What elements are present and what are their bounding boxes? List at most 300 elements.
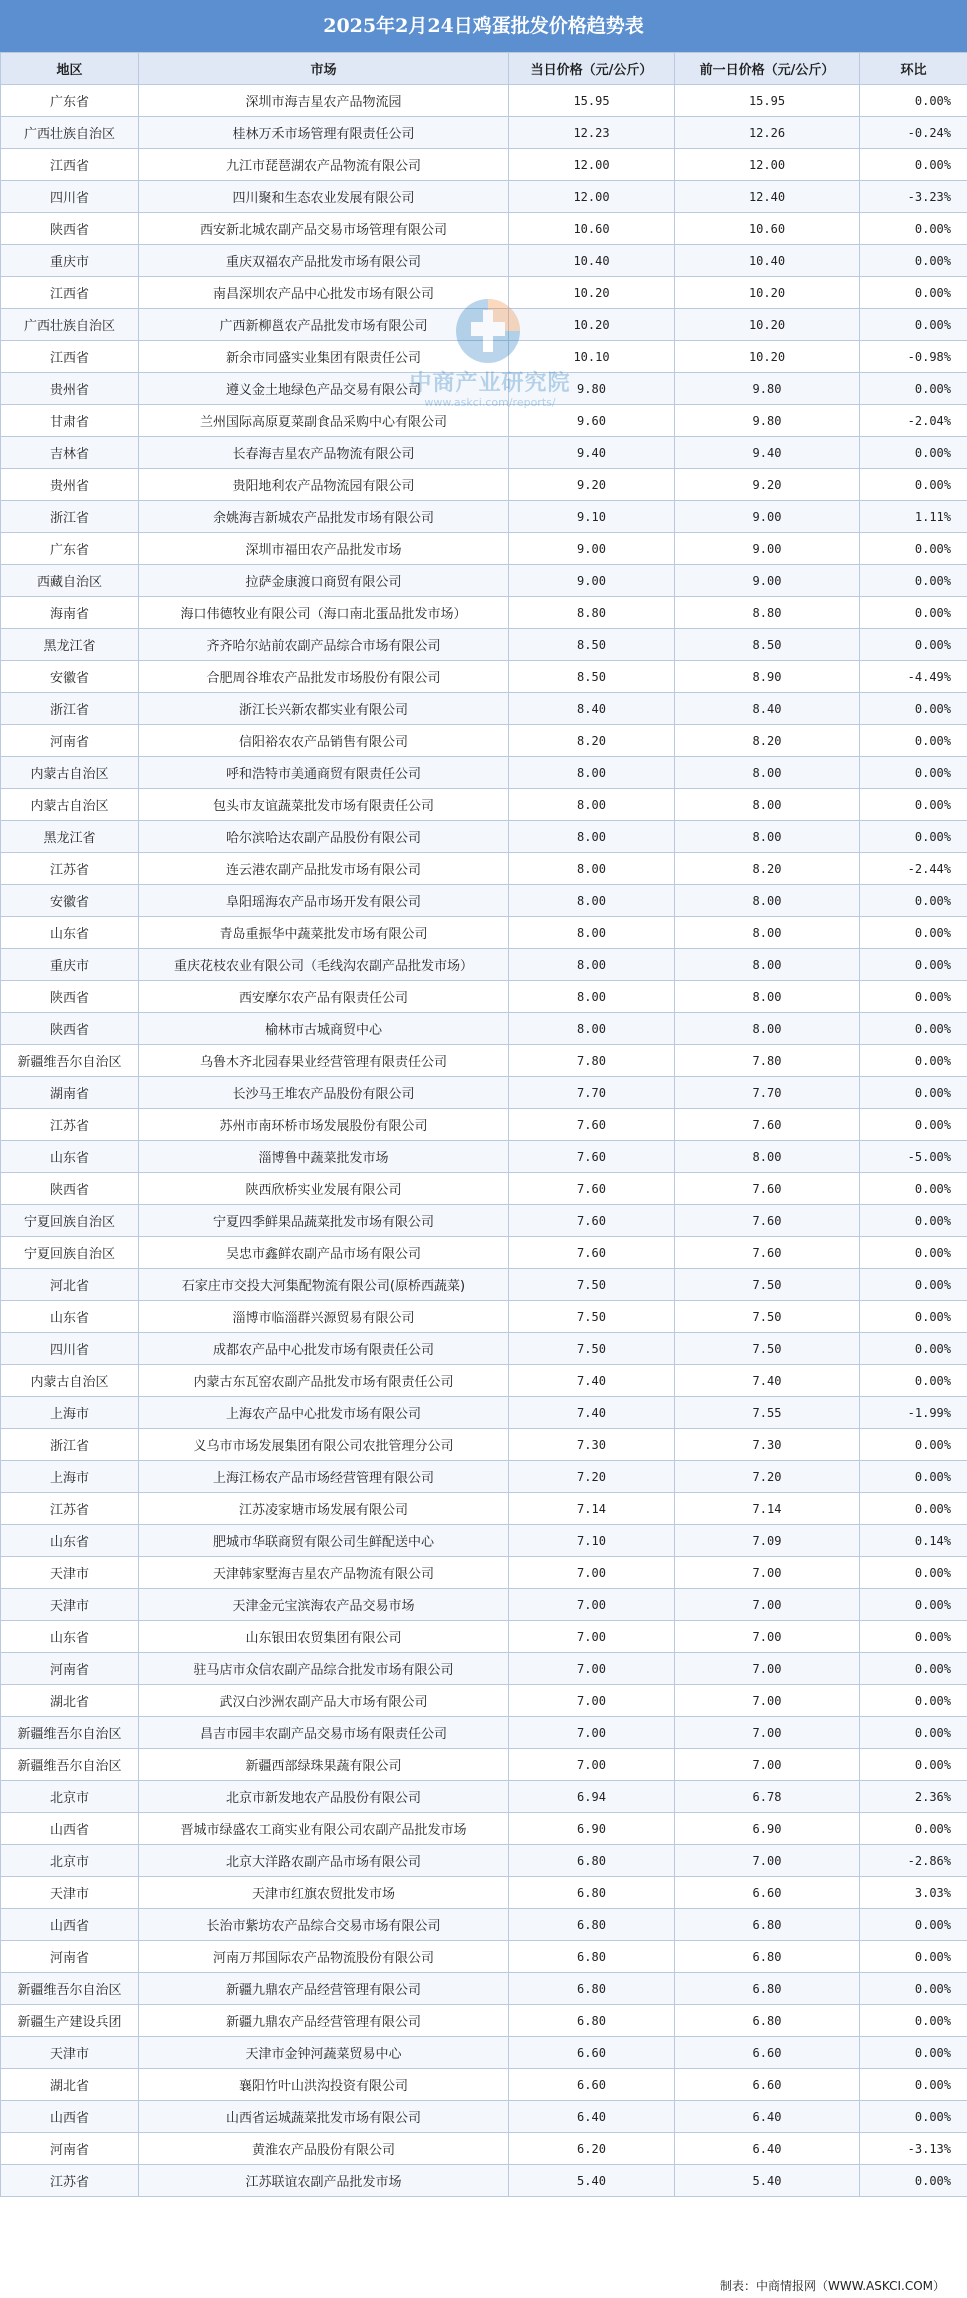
cell-change: 0.00% <box>860 1461 967 1493</box>
table-row <box>1 949 967 981</box>
table-row <box>1 469 967 501</box>
cell-region: 湖北省 <box>1 2069 139 2101</box>
table-row <box>1 1077 967 1109</box>
cell-change: 0.00% <box>860 1045 967 1077</box>
cell-today-price: 15.95 <box>509 85 675 117</box>
cell-today-price: 7.00 <box>509 1685 675 1717</box>
cell-previous-price: 8.00 <box>675 789 860 821</box>
table-row <box>1 2165 967 2197</box>
cell-region: 湖南省 <box>1 1077 139 1109</box>
cell-today-price: 6.20 <box>509 2133 675 2165</box>
cell-today-price: 9.60 <box>509 405 675 437</box>
cell-change: 0.14% <box>860 1525 967 1557</box>
cell-change: -5.00% <box>860 1141 967 1173</box>
cell-market: 晋城市绿盛农工商实业有限公司农副产品批发市场 <box>139 1813 509 1845</box>
cell-today-price: 7.60 <box>509 1173 675 1205</box>
cell-market: 江苏凌家塘市场发展有限公司 <box>139 1493 509 1525</box>
cell-previous-price: 7.80 <box>675 1045 860 1077</box>
cell-region: 广西壮族自治区 <box>1 117 139 149</box>
cell-today-price: 8.50 <box>509 661 675 693</box>
cell-today-price: 8.00 <box>509 885 675 917</box>
cell-change: 0.00% <box>860 469 967 501</box>
cell-region: 贵州省 <box>1 469 139 501</box>
cell-previous-price: 8.90 <box>675 661 860 693</box>
cell-change: 0.00% <box>860 821 967 853</box>
cell-previous-price: 7.30 <box>675 1429 860 1461</box>
table-row <box>1 1941 967 1973</box>
cell-market: 石家庄市交投大河集配物流有限公司(原桥西蔬菜) <box>139 1269 509 1301</box>
cell-change: 0.00% <box>860 917 967 949</box>
cell-market: 武汉白沙洲农副产品大市场有限公司 <box>139 1685 509 1717</box>
table-row <box>1 1045 967 1077</box>
cell-change: 0.00% <box>860 597 967 629</box>
table-row <box>1 597 967 629</box>
cell-change: 0.00% <box>860 981 967 1013</box>
table-row <box>1 373 967 405</box>
cell-market: 天津市红旗农贸批发市场 <box>139 1877 509 1909</box>
table-row <box>1 341 967 373</box>
cell-change: 0.00% <box>860 2005 967 2037</box>
cell-previous-price: 7.00 <box>675 1717 860 1749</box>
cell-change: -2.04% <box>860 405 967 437</box>
table-row <box>1 1365 967 1397</box>
table-row <box>1 2037 967 2069</box>
table-row <box>1 693 967 725</box>
cell-region: 天津市 <box>1 1589 139 1621</box>
cell-market: 新疆九鼎农产品经营管理有限公司 <box>139 2005 509 2037</box>
cell-region: 山东省 <box>1 917 139 949</box>
cell-change: 0.00% <box>860 1269 967 1301</box>
cell-previous-price: 8.00 <box>675 757 860 789</box>
cell-previous-price: 7.00 <box>675 1845 860 1877</box>
cell-change: 0.00% <box>860 533 967 565</box>
cell-region: 吉林省 <box>1 437 139 469</box>
table-row <box>1 1109 967 1141</box>
cell-region: 河北省 <box>1 1269 139 1301</box>
table-row <box>1 1781 967 1813</box>
table-row <box>1 533 967 565</box>
cell-today-price: 7.60 <box>509 1141 675 1173</box>
cell-today-price: 7.30 <box>509 1429 675 1461</box>
cell-previous-price: 7.55 <box>675 1397 860 1429</box>
cell-region: 山东省 <box>1 1621 139 1653</box>
cell-previous-price: 7.00 <box>675 1557 860 1589</box>
cell-change: -3.13% <box>860 2133 967 2165</box>
cell-market: 新疆九鼎农产品经营管理有限公司 <box>139 1973 509 2005</box>
cell-today-price: 6.90 <box>509 1813 675 1845</box>
cell-previous-price: 12.00 <box>675 149 860 181</box>
cell-market: 襄阳竹叶山洪沟投资有限公司 <box>139 2069 509 2101</box>
cell-previous-price: 6.40 <box>675 2101 860 2133</box>
cell-today-price: 10.40 <box>509 245 675 277</box>
cell-today-price: 10.60 <box>509 213 675 245</box>
cell-change: 1.11% <box>860 501 967 533</box>
cell-market: 苏州市南环桥市场发展股份有限公司 <box>139 1109 509 1141</box>
cell-change: 2.36% <box>860 1781 967 1813</box>
table-row <box>1 1429 967 1461</box>
cell-today-price: 12.00 <box>509 149 675 181</box>
cell-previous-price: 7.60 <box>675 1173 860 1205</box>
cell-today-price: 8.00 <box>509 1013 675 1045</box>
cell-market: 内蒙古东瓦窑农副产品批发市场有限责任公司 <box>139 1365 509 1397</box>
cell-change: -0.98% <box>860 341 967 373</box>
cell-region: 江西省 <box>1 149 139 181</box>
cell-market: 深圳市福田农产品批发市场 <box>139 533 509 565</box>
cell-region: 贵州省 <box>1 373 139 405</box>
cell-region: 安徽省 <box>1 885 139 917</box>
cell-today-price: 7.00 <box>509 1621 675 1653</box>
table-row <box>1 1397 967 1429</box>
cell-market: 成都农产品中心批发市场有限责任公司 <box>139 1333 509 1365</box>
cell-region: 天津市 <box>1 1877 139 1909</box>
cell-previous-price: 8.00 <box>675 885 860 917</box>
cell-change: 0.00% <box>860 1301 967 1333</box>
cell-market: 九江市琵琶湖农产品物流有限公司 <box>139 149 509 181</box>
cell-market: 淄博市临淄群兴源贸易有限公司 <box>139 1301 509 1333</box>
cell-market: 广西新柳邕农产品批发市场有限公司 <box>139 309 509 341</box>
cell-today-price: 10.10 <box>509 341 675 373</box>
cell-market: 青岛重振华中蔬菜批发市场有限公司 <box>139 917 509 949</box>
cell-change: 0.00% <box>860 1909 967 1941</box>
cell-region: 山西省 <box>1 1909 139 1941</box>
cell-market: 吴忠市鑫鲜农副产品市场有限公司 <box>139 1237 509 1269</box>
cell-previous-price: 12.26 <box>675 117 860 149</box>
table-row <box>1 437 967 469</box>
cell-market: 齐齐哈尔站前农副产品综合市场有限公司 <box>139 629 509 661</box>
cell-today-price: 9.00 <box>509 565 675 597</box>
table-row <box>1 245 967 277</box>
table-title: 2025年2月24日鸡蛋批发价格趋势表 <box>0 0 967 52</box>
cell-market: 上海江杨农产品市场经营管理有限公司 <box>139 1461 509 1493</box>
cell-today-price: 7.20 <box>509 1461 675 1493</box>
table-row <box>1 1205 967 1237</box>
cell-today-price: 9.10 <box>509 501 675 533</box>
cell-market: 义乌市市场发展集团有限公司农批管理分公司 <box>139 1429 509 1461</box>
cell-change: 0.00% <box>860 1653 967 1685</box>
cell-today-price: 7.50 <box>509 1333 675 1365</box>
cell-change: 0.00% <box>860 1333 967 1365</box>
table-row <box>1 1685 967 1717</box>
cell-region: 新疆维吾尔自治区 <box>1 1717 139 1749</box>
cell-change: 0.00% <box>860 565 967 597</box>
cell-region: 广东省 <box>1 533 139 565</box>
cell-previous-price: 8.00 <box>675 917 860 949</box>
cell-change: 0.00% <box>860 1173 967 1205</box>
cell-today-price: 8.00 <box>509 917 675 949</box>
cell-region: 重庆市 <box>1 949 139 981</box>
cell-change: 0.00% <box>860 437 967 469</box>
cell-today-price: 7.40 <box>509 1365 675 1397</box>
cell-previous-price: 7.20 <box>675 1461 860 1493</box>
cell-market: 浙江长兴新农都实业有限公司 <box>139 693 509 725</box>
cell-change: 0.00% <box>860 2101 967 2133</box>
cell-today-price: 6.80 <box>509 1973 675 2005</box>
table-row <box>1 853 967 885</box>
cell-region: 宁夏回族自治区 <box>1 1205 139 1237</box>
cell-today-price: 12.00 <box>509 181 675 213</box>
cell-previous-price: 10.20 <box>675 341 860 373</box>
cell-previous-price: 10.40 <box>675 245 860 277</box>
cell-today-price: 7.00 <box>509 1717 675 1749</box>
cell-market: 新余市同盛实业集团有限责任公司 <box>139 341 509 373</box>
cell-change: 0.00% <box>860 789 967 821</box>
table-row <box>1 149 967 181</box>
cell-region: 湖北省 <box>1 1685 139 1717</box>
cell-previous-price: 7.00 <box>675 1621 860 1653</box>
cell-change: 0.00% <box>860 693 967 725</box>
cell-change: 0.00% <box>860 1621 967 1653</box>
table-row <box>1 725 967 757</box>
table-row <box>1 917 967 949</box>
table-row <box>1 277 967 309</box>
cell-change: 0.00% <box>860 1973 967 2005</box>
cell-change: 0.00% <box>860 373 967 405</box>
cell-market: 遵义金土地绿色产品交易有限公司 <box>139 373 509 405</box>
cell-region: 新疆维吾尔自治区 <box>1 1749 139 1781</box>
cell-region: 四川省 <box>1 181 139 213</box>
table-row <box>1 1493 967 1525</box>
watermark-name: 中商产业研究院 <box>409 371 571 396</box>
cell-previous-price: 6.90 <box>675 1813 860 1845</box>
table-row <box>1 1813 967 1845</box>
table-row <box>1 309 967 341</box>
table-row <box>1 885 967 917</box>
column-header-region: 地区 <box>1 53 139 85</box>
cell-market: 肥城市华联商贸有限公司生鲜配送中心 <box>139 1525 509 1557</box>
cell-region: 内蒙古自治区 <box>1 1365 139 1397</box>
table-row <box>1 2101 967 2133</box>
cell-change: 0.00% <box>860 1749 967 1781</box>
cell-previous-price: 7.14 <box>675 1493 860 1525</box>
cell-previous-price: 8.20 <box>675 725 860 757</box>
cell-previous-price: 9.80 <box>675 405 860 437</box>
cell-change: 0.00% <box>860 757 967 789</box>
cell-change: 0.00% <box>860 1365 967 1397</box>
cell-today-price: 9.40 <box>509 437 675 469</box>
cell-change: 0.00% <box>860 1237 967 1269</box>
cell-region: 海南省 <box>1 597 139 629</box>
cell-today-price: 8.00 <box>509 789 675 821</box>
cell-region: 新疆维吾尔自治区 <box>1 1045 139 1077</box>
footer-source: 制表：中商情报网（WWW.ASKCI.COM） <box>720 2279 945 2293</box>
cell-change: 0.00% <box>860 949 967 981</box>
table-row <box>1 1653 967 1685</box>
cell-previous-price: 15.95 <box>675 85 860 117</box>
cell-market: 拉萨金康渡口商贸有限公司 <box>139 565 509 597</box>
cell-market: 乌鲁木齐北园春果业经营管理有限责任公司 <box>139 1045 509 1077</box>
cell-change: 0.00% <box>860 1557 967 1589</box>
cell-change: -3.23% <box>860 181 967 213</box>
cell-market: 海口伟德牧业有限公司（海口南北蛋品批发市场） <box>139 597 509 629</box>
table-row <box>1 1141 967 1173</box>
cell-change: 0.00% <box>860 1429 967 1461</box>
cell-previous-price: 9.00 <box>675 501 860 533</box>
table-row <box>1 1749 967 1781</box>
cell-region: 黑龙江省 <box>1 629 139 661</box>
cell-region: 甘肃省 <box>1 405 139 437</box>
cell-change: 0.00% <box>860 85 967 117</box>
cell-market: 桂林万禾市场管理有限责任公司 <box>139 117 509 149</box>
cell-market: 信阳裕农农产品销售有限公司 <box>139 725 509 757</box>
cell-previous-price: 9.80 <box>675 373 860 405</box>
cell-previous-price: 7.60 <box>675 1237 860 1269</box>
cell-previous-price: 8.40 <box>675 693 860 725</box>
cell-region: 河南省 <box>1 725 139 757</box>
cell-change: 0.00% <box>860 629 967 661</box>
cell-today-price: 6.80 <box>509 1941 675 1973</box>
cell-region: 安徽省 <box>1 661 139 693</box>
cell-today-price: 8.00 <box>509 981 675 1013</box>
cell-previous-price: 6.80 <box>675 2005 860 2037</box>
cell-previous-price: 7.40 <box>675 1365 860 1397</box>
cell-today-price: 6.60 <box>509 2069 675 2101</box>
cell-market: 淄博鲁中蔬菜批发市场 <box>139 1141 509 1173</box>
cell-market: 驻马店市众信农副产品综合批发市场有限公司 <box>139 1653 509 1685</box>
cell-region: 西藏自治区 <box>1 565 139 597</box>
cell-previous-price: 7.00 <box>675 1653 860 1685</box>
cell-today-price: 6.80 <box>509 1845 675 1877</box>
cell-previous-price: 7.70 <box>675 1077 860 1109</box>
cell-market: 余姚海吉新城农产品批发市场有限公司 <box>139 501 509 533</box>
cell-change: 0.00% <box>860 1077 967 1109</box>
table-row <box>1 1173 967 1205</box>
table-row <box>1 2005 967 2037</box>
cell-region: 四川省 <box>1 1333 139 1365</box>
cell-change: 0.00% <box>860 885 967 917</box>
cell-today-price: 9.80 <box>509 373 675 405</box>
table-header-row <box>1 53 967 85</box>
cell-today-price: 6.80 <box>509 1909 675 1941</box>
cell-previous-price: 7.50 <box>675 1269 860 1301</box>
cell-change: 0.00% <box>860 245 967 277</box>
cell-region: 山东省 <box>1 1525 139 1557</box>
cell-change: -0.24% <box>860 117 967 149</box>
cell-region: 江苏省 <box>1 1493 139 1525</box>
cell-today-price: 5.40 <box>509 2165 675 2197</box>
cell-change: 0.00% <box>860 1813 967 1845</box>
cell-today-price: 9.00 <box>509 533 675 565</box>
cell-region: 山东省 <box>1 1301 139 1333</box>
table-row <box>1 1717 967 1749</box>
cell-today-price: 7.50 <box>509 1301 675 1333</box>
cell-previous-price: 9.40 <box>675 437 860 469</box>
table-row <box>1 2133 967 2165</box>
cell-previous-price: 5.40 <box>675 2165 860 2197</box>
cell-today-price: 7.60 <box>509 1109 675 1141</box>
cell-region: 新疆维吾尔自治区 <box>1 1973 139 2005</box>
cell-market: 阜阳瑶海农产品市场开发有限公司 <box>139 885 509 917</box>
cell-today-price: 7.14 <box>509 1493 675 1525</box>
cell-previous-price: 7.50 <box>675 1333 860 1365</box>
cell-region: 广东省 <box>1 85 139 117</box>
cell-change: 0.00% <box>860 277 967 309</box>
cell-previous-price: 10.20 <box>675 309 860 341</box>
table-row <box>1 981 967 1013</box>
cell-market: 天津韩家墅海吉星农产品物流有限公司 <box>139 1557 509 1589</box>
cell-today-price: 7.00 <box>509 1589 675 1621</box>
cell-change: -1.99% <box>860 1397 967 1429</box>
cell-market: 西安摩尔农产品有限责任公司 <box>139 981 509 1013</box>
table-row <box>1 565 967 597</box>
cell-region: 上海市 <box>1 1397 139 1429</box>
cell-region: 浙江省 <box>1 1429 139 1461</box>
cell-previous-price: 10.60 <box>675 213 860 245</box>
cell-change: 0.00% <box>860 309 967 341</box>
cell-region: 陕西省 <box>1 213 139 245</box>
cell-region: 重庆市 <box>1 245 139 277</box>
cell-market: 包头市友谊蔬菜批发市场有限责任公司 <box>139 789 509 821</box>
cell-change: 0.00% <box>860 1493 967 1525</box>
cell-change: 0.00% <box>860 1013 967 1045</box>
cell-market: 贵阳地利农产品物流园有限公司 <box>139 469 509 501</box>
cell-previous-price: 6.60 <box>675 2037 860 2069</box>
cell-today-price: 7.00 <box>509 1557 675 1589</box>
table-row <box>1 1237 967 1269</box>
cell-market: 河南万邦国际农产品物流股份有限公司 <box>139 1941 509 1973</box>
cell-previous-price: 6.80 <box>675 1909 860 1941</box>
cell-change: 0.00% <box>860 1205 967 1237</box>
cell-previous-price: 10.20 <box>675 277 860 309</box>
cell-market: 北京市新发地农产品股份有限公司 <box>139 1781 509 1813</box>
cell-market: 天津金元宝滨海农产品交易市场 <box>139 1589 509 1621</box>
cell-today-price: 8.80 <box>509 597 675 629</box>
cell-market: 长春海吉星农产品物流有限公司 <box>139 437 509 469</box>
cell-previous-price: 7.60 <box>675 1205 860 1237</box>
cell-change: 0.00% <box>860 1685 967 1717</box>
table-row <box>1 1013 967 1045</box>
table-row <box>1 117 967 149</box>
cell-today-price: 7.80 <box>509 1045 675 1077</box>
cell-previous-price: 6.60 <box>675 1877 860 1909</box>
table-row <box>1 1621 967 1653</box>
table-row <box>1 1301 967 1333</box>
cell-previous-price: 7.09 <box>675 1525 860 1557</box>
cell-region: 江苏省 <box>1 2165 139 2197</box>
cell-today-price: 10.20 <box>509 277 675 309</box>
cell-market: 兰州国际高原夏菜副食品采购中心有限公司 <box>139 405 509 437</box>
cell-today-price: 6.80 <box>509 1877 675 1909</box>
table-row <box>1 181 967 213</box>
cell-today-price: 8.40 <box>509 693 675 725</box>
table-row <box>1 1589 967 1621</box>
cell-market: 江苏联谊农副产品批发市场 <box>139 2165 509 2197</box>
cell-change: 0.00% <box>860 2037 967 2069</box>
cell-region: 宁夏回族自治区 <box>1 1237 139 1269</box>
cell-previous-price: 9.00 <box>675 533 860 565</box>
table-row <box>1 629 967 661</box>
cell-today-price: 9.20 <box>509 469 675 501</box>
cell-region: 河南省 <box>1 1941 139 1973</box>
cell-market: 山西省运城蔬菜批发市场有限公司 <box>139 2101 509 2133</box>
cell-region: 内蒙古自治区 <box>1 757 139 789</box>
cell-change: -2.86% <box>860 1845 967 1877</box>
cell-change: -2.44% <box>860 853 967 885</box>
table-row <box>1 821 967 853</box>
cell-market: 黄淮农产品股份有限公司 <box>139 2133 509 2165</box>
cell-region: 天津市 <box>1 2037 139 2069</box>
cell-previous-price: 9.20 <box>675 469 860 501</box>
cell-change: 0.00% <box>860 1941 967 1973</box>
cell-market: 天津市金钟河蔬菜贸易中心 <box>139 2037 509 2069</box>
cell-today-price: 10.20 <box>509 309 675 341</box>
table-body <box>1 85 967 2197</box>
cell-previous-price: 8.80 <box>675 597 860 629</box>
cell-market: 重庆花枝农业有限公司（毛线沟农副产品批发市场） <box>139 949 509 981</box>
cell-market: 山东银田农贸集团有限公司 <box>139 1621 509 1653</box>
cell-region: 北京市 <box>1 1781 139 1813</box>
cell-change: 0.00% <box>860 2069 967 2101</box>
cell-today-price: 12.23 <box>509 117 675 149</box>
